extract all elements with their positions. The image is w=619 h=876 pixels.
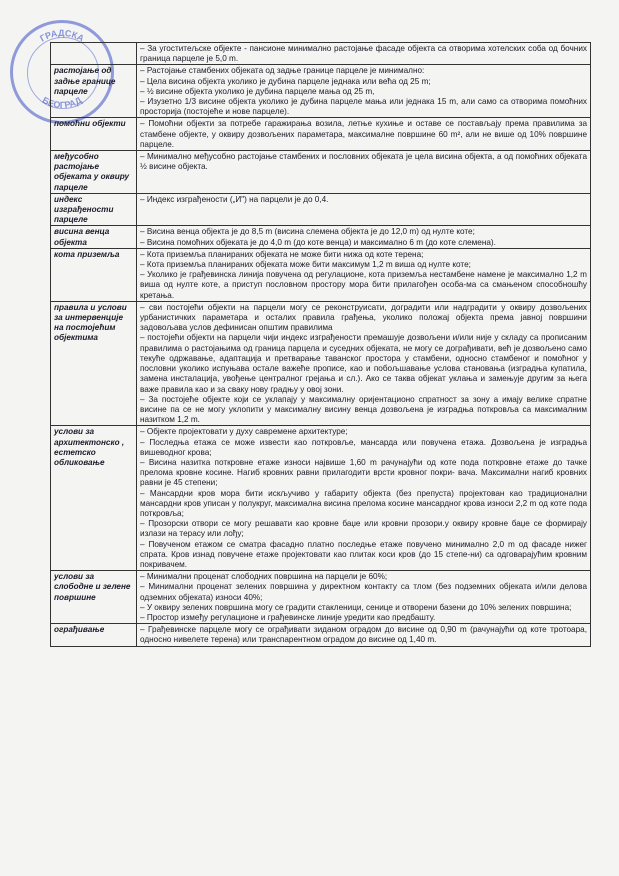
rule-line: – Кота приземља планираних објеката не може бити нижа од коте терена; [140, 249, 424, 259]
rule-body [137, 65, 591, 118]
rule-line: – Помоћни објекти за потребе гаражирања возила, летње кухиње и оставе се постављају према правилима за стамбене објекте, у оквиру дозвољених параметара, максималне површине 60 m², али не више од 10% површине парцеле. [140, 119, 587, 149]
rule-line: – Објекте пројектовати у духу савремене архитектуре; [140, 427, 348, 437]
rule-line: – Простор између регулационе и грађевинске линије уредити као предбашту. [140, 612, 436, 622]
rule-body [137, 151, 591, 194]
rule-body [137, 226, 591, 248]
table-row [51, 118, 591, 151]
rule-line: – сви постојећи објекти на парцели могу се реконструисати, доградити или надградити у оквиру дозвољених урбанистичких параметара и осталих правила грађења, уколико положај објекта према јавној површини задовољава услов дефинисан општим правилима [140, 302, 587, 333]
rule-line: – За постојеће објекте који се уклапају у максималну оријентационо спратност за зону а имају велике спратне висине па се не могу уклопити у максималну висину венца дозвољена је изградња поткровља са максималним назитком 1,2 m. [140, 394, 587, 425]
rule-body [137, 248, 591, 301]
rule-line: – Повученом етажом се сматра фасадно платно последње етаже повучено минимално 2,0 m од фасаде нижег спрата. Кров изнад повучене етаже пројектовати као плитак коси кров (до 15 степе-ни) са одговарајућим кровним покривачем. [140, 539, 587, 569]
rule-line: – Прозорски отвори се могу решавати као кровне баџе или кровни прозори.у оквиру кровне баџе се формирају излази на терасу или лођу; [140, 519, 587, 539]
rule-heading: помоћни објекти [51, 118, 137, 151]
rule-heading: услови за слободне и зелене површине [51, 571, 137, 624]
rule-heading: правила и услови за интервенције на постојећим објектима [51, 301, 137, 425]
rule-line: – Висина венца објекта је до 8,5 m (висина слемена објекта је до 12,0 m) од нулте коте; [140, 227, 475, 237]
rule-heading: индекс изграђености парцеле [51, 193, 137, 226]
rule-line: – Минимално међусобно растојање стамбених и пословних објеката је цела висина објекта, а од помоћних објеката ½ висине објекта. [140, 152, 587, 172]
table-row [51, 65, 591, 118]
rule-line: – постојећи објекти на парцели чији индекс изграђености премашује дозвољени и/или није у складу са прописаним правилима о растојањима од граница парцела и суседних објеката, не могу се дограђивати, већ је дозвољено само текуће одржавање, адаптација и претварање таванског простора у стамбени, односно стамбеног и помоћног у пословни уколико испуњава остале важеће прописе, као и побољшавање услова становања (изградња купатила, замена инсталација, увођење централног грејања и сл.). Ако се таква објекат уклања и замењује другим за њега важе правила као и за сваку нову градњу у овој зони. [140, 333, 587, 394]
rule-line: – Индекс изграђености („И") на парцели је до 0,4. [140, 194, 329, 204]
svg-text:БЕОГРАД: БЕОГРАД [40, 94, 84, 111]
table-row [51, 193, 591, 226]
table-row [51, 624, 591, 646]
rule-body [137, 301, 591, 425]
rule-line: – Грађевинске парцеле могу се ограђивати зиданом оградом до висине од 0,90 m (рачунајући од коте тротоара, односно нивелете терена) или транспарентном оградом до висине од 1,40 m. [140, 625, 587, 645]
rule-line: – Изузетно 1/3 висине објекта уколико је дубина парцеле мања или једнака 15 m, али само са отворима помоћних просторија (постојеће и нове парцеле). [140, 97, 587, 117]
rule-line: – Минимални проценат слободних површина на парцели је 60%; [140, 572, 388, 582]
rule-heading: растојање од задње границе парцеле [51, 65, 137, 118]
rule-heading [51, 43, 137, 65]
rule-body [137, 624, 591, 646]
svg-text:ГРАДСКА: ГРАДСКА [38, 27, 86, 44]
rule-line: – Минимални проценат зелених површина у директном контакту са тлом (без подземних објеката и/или делова одземних објеката) износи 40%; [140, 582, 587, 602]
rule-line: – Уколико је грађевинска линија повучена од регулационе, кота приземља нестамбене намене је максимално 1,2 m виша од нулте коте, а приступ пословном простору мора бити прилагођен особа-ма са смањеном способношћу кретања. [140, 270, 587, 300]
table-row [51, 301, 591, 425]
rule-heading: услови за архитектонско , естетско обликовање [51, 426, 137, 571]
rule-heading: кота приземља [51, 248, 137, 301]
rule-line: – Последња етажа се може извести као поткровље, мансарда или повучена етажа. Дозвољена је изградња вишеводног крова; [140, 437, 587, 457]
rule-body [137, 43, 591, 65]
table-row [51, 43, 591, 65]
rule-line: – Цела висина објекта уколико је дубина парцеле једнака или већа од 25 m; [140, 76, 431, 86]
rule-line: – Висина помоћних објеката је до 4,0 m (до коте венца) и максимално 6 m (до коте слемена). [140, 237, 496, 247]
rule-line: – ½ висине објекта уколико је дубина парцеле мања од 25 m, [140, 86, 375, 96]
rule-line: – У оквиру зелених површина могу се градити стакленици, сенице и отворени базени до 10% зелених површина; [140, 602, 572, 612]
table-row [51, 226, 591, 248]
rule-heading: међусобно растојање објеката у оквиру парцеле [51, 151, 137, 194]
rule-line: – За угоститељске објекте - пансионе минимално растојање фасаде објекта са отворима хотелских соба од бочних граница парцеле је 5,0 m. [140, 44, 587, 64]
rule-heading: висина венца објекта [51, 226, 137, 248]
rule-body [137, 571, 591, 624]
table-row [51, 571, 591, 624]
rule-heading: ограђивање [51, 624, 137, 646]
rule-line: – Висина назитка поткровне етаже износи највише 1,60 m рачунајући од коте пода поткровне етаже до тачке прелома кровне косине. Нагиб кровних равни прилагодити врсти кровног покри- вача. Максимални нагиб кровних равни је 45 степени; [140, 457, 587, 488]
rule-body [137, 426, 591, 571]
rule-line: – Мансардни кров мора бити искључиво у габариту објекта (без препуста) пројектован као традиционални мансардни кров уписан у полукруг, максимална висина прелома косине мансардног крова износи 2,2 m од коте пода поткровља; [140, 488, 587, 518]
rule-body [137, 118, 591, 151]
rule-body [137, 193, 591, 226]
table-row [51, 426, 591, 571]
rule-line: – Растојање стамбених објеката од задње границе парцеле је минимално: [140, 66, 425, 76]
urban-rules-table [50, 42, 591, 647]
table-row [51, 248, 591, 301]
rule-line: – Кота приземља планираних објеката може бити максимум 1,2 m виша од нулте коте; [140, 260, 471, 270]
table-row [51, 151, 591, 194]
